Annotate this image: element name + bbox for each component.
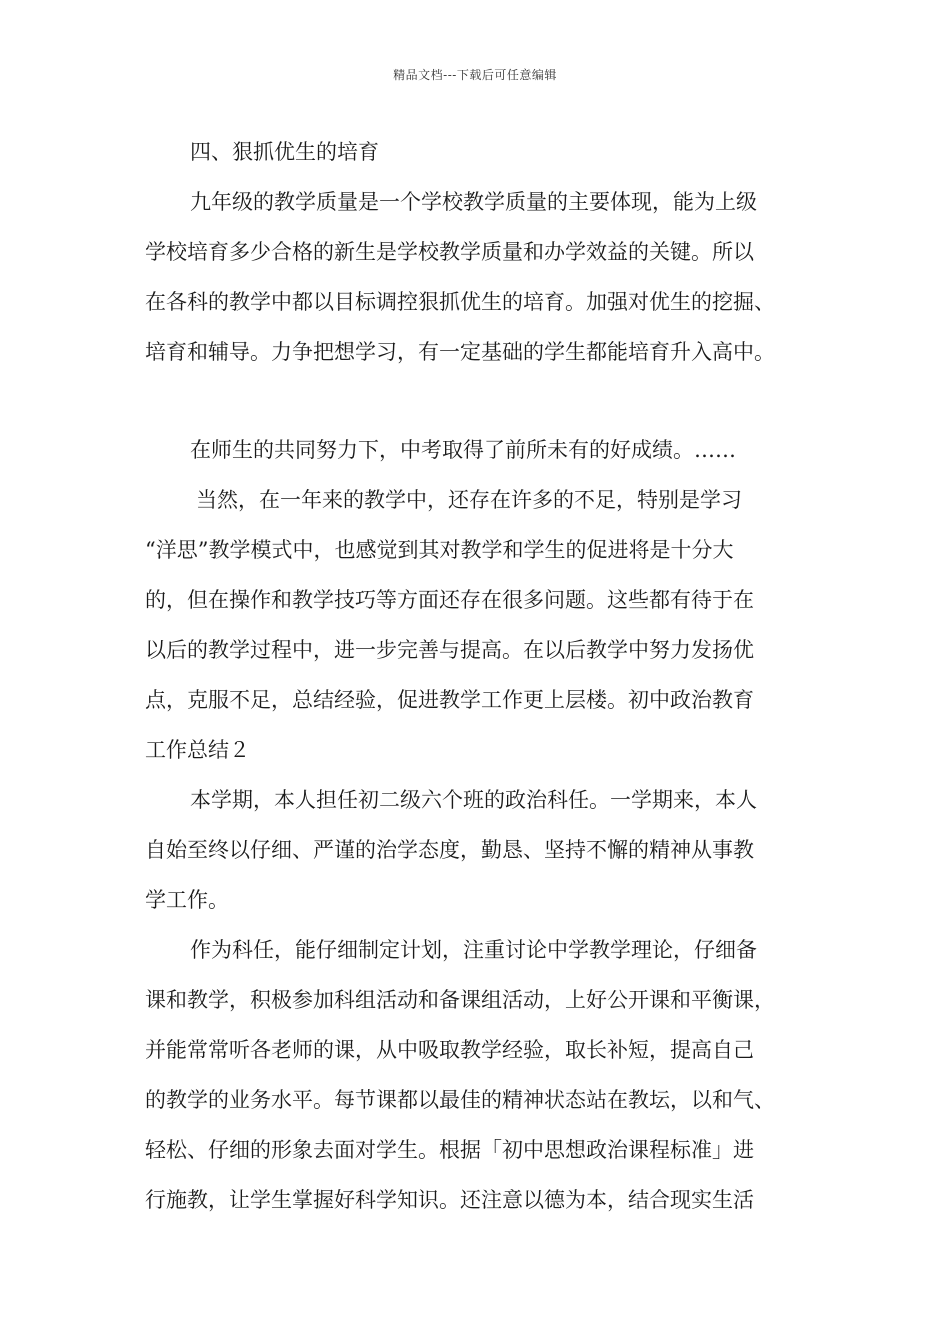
paragraph-line: 当然，在一年来的教学中，还存在许多的不足，特别是学习 xyxy=(196,488,742,512)
section-heading: 四、狠抓优生的培育 xyxy=(190,140,379,164)
paragraph-line: 的，但在操作和教学技巧等方面还存在很多问题。这些都有待于在 xyxy=(145,588,754,612)
paragraph-line: 学校培育多少合格的新生是学校教学质量和办学效益的关键。所以 xyxy=(145,240,754,264)
paragraph-line: 以后的教学过程中，进一步完善与提高。在以后教学中努力发扬优 xyxy=(145,638,754,662)
paragraph-line: 点，克服不足，总结经验，促进教学工作更上层楼。初中政治教育 xyxy=(145,688,754,712)
paragraph-line: 的教学的业务水平。每节课都以最佳的精神状态站在教坛，以和气、 xyxy=(145,1088,775,1112)
paragraph-line: 课和教学，积极参加科组活动和备课组活动，上好公开课和平衡课， xyxy=(145,988,775,1012)
paragraph-line: 行施教，让学生掌握好科学知识。还注意以德为本，结合现实生活 xyxy=(145,1188,754,1212)
paragraph-line: 在各科的教学中都以目标调控狠抓优生的培育。加强对优生的挖掘、 xyxy=(145,290,775,314)
paragraph-line: 轻松、仔细的形象去面对学生。根据「初中思想政治课程标准」进 xyxy=(145,1138,754,1162)
paragraph-line: “洋思”教学模式中，也感觉到其对教学和学生的促进将是十分大 xyxy=(145,538,734,562)
page-header: 精品文档---下载后可任意编辑 xyxy=(393,68,557,82)
paragraph-line: 学工作。 xyxy=(145,888,229,912)
section-title: 工作总结２ xyxy=(145,738,250,762)
paragraph-line: 培育和辅导。力争把想学习，有一定基础的学生都能培育升入高中。 xyxy=(145,340,775,364)
paragraph-line: 作为科任，能仔细制定计划，注重讨论中学教学理论，仔细备 xyxy=(190,938,757,962)
paragraph-line: 九年级的教学质量是一个学校教学质量的主要体现，能为上级 xyxy=(190,190,757,214)
paragraph-line: 在师生的共同努力下，中考取得了前所未有的好成绩。…… xyxy=(190,438,736,462)
paragraph-line: 本学期，本人担任初二级六个班的政治科任。一学期来，本人 xyxy=(190,788,757,812)
paragraph-line: 自始至终以仔细、严谨的治学态度，勤恳、坚持不懈的精神从事教 xyxy=(145,838,754,862)
paragraph-line: 并能常常听各老师的课，从中吸取教学经验，取长补短，提高自己 xyxy=(145,1038,754,1062)
